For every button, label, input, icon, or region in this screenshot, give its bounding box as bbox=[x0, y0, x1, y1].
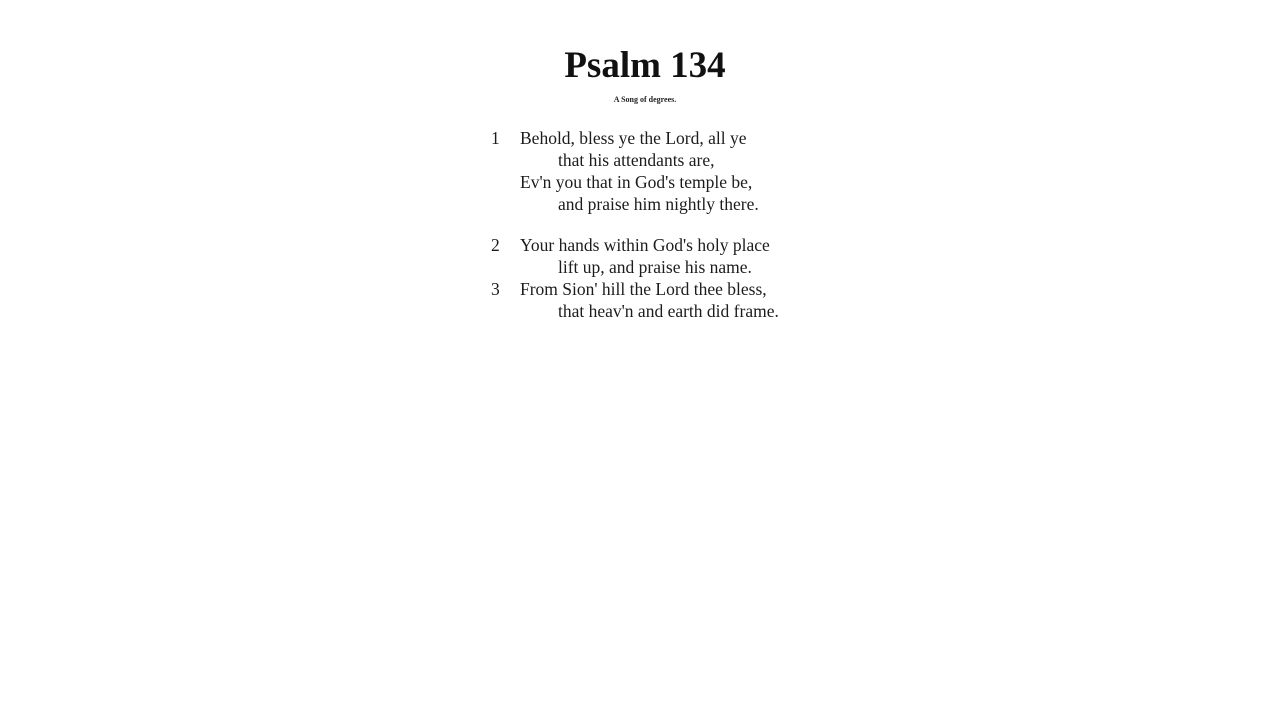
verse-line: Ev'n you that in God's temple be, bbox=[520, 172, 753, 192]
verse-line: lift up, and praise his name. bbox=[558, 257, 752, 277]
verse-number: 1 bbox=[491, 128, 500, 148]
psalm-title: Psalm 134 bbox=[564, 45, 726, 86]
verse-line: that heav'n and earth did frame. bbox=[558, 301, 779, 321]
verse-line: Behold, bless ye the Lord, all ye bbox=[520, 128, 747, 148]
psalm-subtitle: A Song of degrees. bbox=[613, 95, 677, 104]
verse-number: 3 bbox=[491, 279, 500, 299]
verse-line: and praise him nightly there. bbox=[558, 194, 759, 214]
verse-number: 2 bbox=[491, 235, 500, 255]
verse-line: that his attendants are, bbox=[558, 150, 715, 170]
verse-line: Your hands within God's holy place bbox=[520, 235, 770, 255]
verse-line: From Sion' hill the Lord thee bless, bbox=[520, 279, 767, 299]
